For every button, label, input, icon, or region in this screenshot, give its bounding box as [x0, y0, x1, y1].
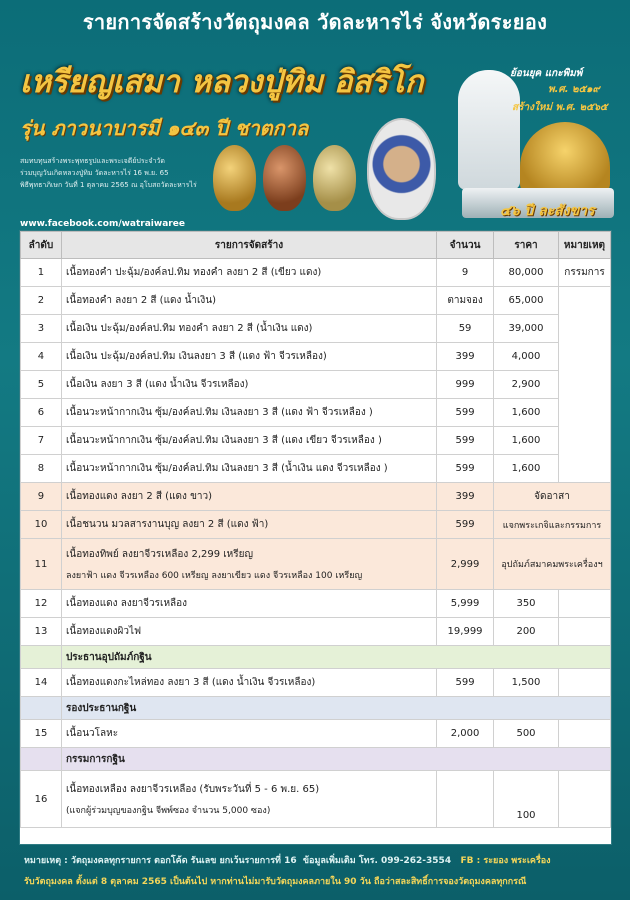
row-item-line1: เนื้อทองเหลือง ลงยาจีวรเหลือง (รับพระวันที่ 5 - 6 พ.ย. 65) — [65, 783, 320, 795]
table-row — [21, 259, 611, 287]
row-note: กรรมการ — [558, 259, 610, 287]
row-no: 12 — [21, 590, 62, 618]
item-table-panel — [19, 230, 612, 845]
row-qty: 599 — [437, 427, 494, 455]
gold-statue-image — [520, 122, 610, 194]
row-no: 15 — [21, 720, 62, 748]
table-header-row — [21, 232, 611, 259]
table-row — [21, 399, 611, 427]
row-price: 350 — [494, 590, 559, 618]
row-qty: 9 — [437, 259, 494, 287]
row-item: เนื้อทองแดง ลงยาจีวรเหลือง — [61, 590, 436, 618]
table-row — [21, 343, 611, 371]
row-price: 39,000 — [494, 315, 559, 343]
subline-3: พิธีพุทธาภิเษก วันที่ 1 ตุลาคม 2565 ณ อุโบสถวัดละหารไร่ — [20, 181, 197, 189]
row-item: เนื้อเงิน ปะฉุ้ม/องค์ลป.ทิม เงินลงยา 3 สี (แดง ฟ้า จีวรเหลือง) — [61, 343, 436, 371]
featured-medal-image — [367, 118, 436, 220]
row-qty: 59 — [437, 315, 494, 343]
row-item: เนื้อทองแดง ลงยา 2 สี (แดง ขาว) — [61, 483, 436, 511]
subline-2: ร่วมบุญวันเกิดหลวงปู่ทิม วัดละหารไร่ 16 พ.ย. 65 — [20, 169, 169, 177]
table-row — [21, 483, 611, 511]
table-row — [21, 371, 611, 399]
table-row — [21, 618, 611, 646]
col-header-qty: จำนวน — [437, 232, 494, 259]
row-no: 5 — [21, 371, 62, 399]
right-caption-1: ย้อนยุค แกะพิมพ์ — [510, 68, 583, 79]
row-item — [61, 771, 436, 828]
row-item — [61, 539, 436, 590]
row-no: 14 — [21, 669, 62, 697]
row-no: 13 — [21, 618, 62, 646]
row-price: 200 — [494, 618, 559, 646]
row-qty: 399 — [437, 343, 494, 371]
row-price: 65,000 — [494, 287, 559, 315]
footer-note: หมายเหตุ : วัตถุมงคลทุกรายการ ตอกโค้ด รันเลข ยกเว้นรายการที่ 16 — [24, 856, 297, 866]
row-qty: 19,999 — [437, 618, 494, 646]
table-row — [21, 315, 611, 343]
row-qty: 5,999 — [437, 590, 494, 618]
row-no: 3 — [21, 315, 62, 343]
row-note: อุปถัมภ์สมาคมพระเครื่องฯ — [494, 539, 611, 590]
row-qty: 599 — [437, 399, 494, 427]
row-note — [558, 720, 610, 748]
white-statue-image — [458, 70, 520, 190]
row-price: 80,000 — [494, 259, 559, 287]
row-item: เนื้อเงิน ปะฉุ้ม/องค์ลป.ทิม ทองคำ ลงยา 2 สี (น้ำเงิน แดง) — [61, 315, 436, 343]
row-note: แจกพระเกจิและกรรมการ — [494, 511, 611, 539]
row-no: 9 — [21, 483, 62, 511]
row-item-line2: (แจกผู้ร่วมบุญของกฐิน จีพพ์ซอง จำนวน 5,000 ซอง) — [65, 805, 271, 816]
section-spacer — [21, 646, 62, 669]
col-header-note: หมายเหตุ — [558, 232, 610, 259]
facebook-url[interactable]: www.facebook.com/watraiwaree — [20, 219, 185, 229]
row-item: เนื้อนวะหน้ากากเงิน ซุ้ม/องค์ลป.ทิม เงินลงยา 3 สี (แดง เขียว จีวรเหลือง ) — [61, 427, 436, 455]
row-price: 100 — [494, 771, 559, 828]
table-row — [21, 455, 611, 483]
section-row — [21, 748, 611, 771]
row-qty: 399 — [437, 483, 494, 511]
anniversary-badge: ๔๖ ปี ละสังขาร — [500, 203, 595, 219]
row-price: 1,600 — [494, 455, 559, 483]
section-row — [21, 646, 611, 669]
item-table — [20, 231, 611, 828]
row-item-line2: ลงยาฟ้า แดง จีวรเหลือง 600 เหรียญ ลงยาเขียว แดง จีวรเหลือง 100 เหรียญ — [65, 570, 363, 581]
table-row — [21, 771, 611, 828]
row-item: เนื้อทองคำ ลงยา 2 สี (แดง น้ำเงิน) — [61, 287, 436, 315]
row-item-line1: เนื้อทองทิพย์ ลงยาจีวรเหลือง 2,299 เหรียญ — [65, 548, 254, 560]
footer-fb[interactable]: FB : ระยอง พระเครื่อง — [460, 856, 551, 866]
section-title: รองประธานกฐิน — [61, 697, 610, 720]
row-qty: 599 — [437, 455, 494, 483]
row-item: เนื้อเงิน ลงยา 3 สี (แดง น้ำเงิน จีวรเหลือง) — [61, 371, 436, 399]
table-row — [21, 720, 611, 748]
section-spacer — [21, 748, 62, 771]
row-no: 4 — [21, 343, 62, 371]
row-note — [558, 287, 610, 483]
row-no: 7 — [21, 427, 62, 455]
row-note: จัดอาสา — [494, 483, 611, 511]
table-row — [21, 427, 611, 455]
row-price: 1,600 — [494, 399, 559, 427]
row-no: 2 — [21, 287, 62, 315]
row-no: 11 — [21, 539, 62, 590]
row-qty: 599 — [437, 511, 494, 539]
row-note — [558, 618, 610, 646]
row-note — [558, 590, 610, 618]
right-caption-2: พ.ศ. ๒๕๑๙ — [548, 84, 600, 95]
copper-medal-image — [263, 145, 306, 211]
row-note — [558, 669, 610, 697]
section-spacer — [21, 697, 62, 720]
row-item: เนื้อนวโลหะ — [61, 720, 436, 748]
gold-medal-image — [213, 145, 256, 211]
row-price: 2,900 — [494, 371, 559, 399]
row-qty: 2,000 — [437, 720, 494, 748]
right-caption-3: สร้างใหม่ พ.ศ. ๒๕๖๕ — [512, 102, 608, 113]
section-title: กรรมการกฐิน — [61, 748, 610, 771]
col-header-no: ลำดับ — [21, 232, 62, 259]
row-qty: 2,999 — [437, 539, 494, 590]
row-qty: ตามจอง — [437, 287, 494, 315]
row-price: 4,000 — [494, 343, 559, 371]
col-header-item: รายการจัดสร้าง — [61, 232, 436, 259]
row-no: 10 — [21, 511, 62, 539]
row-item: เนื้อนวะหน้ากากเงิน ซุ้ม/องค์ลป.ทิม เงินลงยา 3 สี (น้ำเงิน แดง จีวรเหลือง ) — [61, 455, 436, 483]
footer-contact: ข้อมูลเพิ่มเติม โทร. 099-262-3554 — [302, 856, 452, 866]
row-price: 500 — [494, 720, 559, 748]
section-row — [21, 697, 611, 720]
table-row — [21, 511, 611, 539]
series-name: รุ่น ภาวนาบารมี ๑๔๓ ปี ชาตกาล — [20, 116, 309, 140]
row-note — [558, 771, 610, 828]
headline: เหรียญเสมา หลวงปู่ทิม อิสริโก — [20, 64, 424, 100]
row-qty: 999 — [437, 371, 494, 399]
brass-medal-image — [313, 145, 356, 211]
row-price: 1,600 — [494, 427, 559, 455]
table-row — [21, 539, 611, 590]
row-item: เนื้อนวะหน้ากากเงิน ซุ้ม/องค์ลป.ทิม เงินลงยา 3 สี (แดง ฟ้า จีวรเหลือง ) — [61, 399, 436, 427]
row-item: เนื้อทองคำ ปะฉุ้ม/องค์ลป.ทิม ทองคำ ลงยา 2 สี (เขียว แดง) — [61, 259, 436, 287]
footer-pickup-notice: รับวัตถุมงคล ตั้งแต่ 8 ตุลาคม 2565 เป็นต้นไป หากท่านไม่มารับวัตถุมงคลภายใน 90 วัน ถือว่าสละสิทธิ์การจองวัตถุมงคลทุกกรณี — [24, 877, 527, 887]
row-qty: 599 — [437, 669, 494, 697]
table-row — [21, 590, 611, 618]
table-row — [21, 287, 611, 315]
row-item: เนื้อทองแดงกะไหล่ทอง ลงยา 3 สี (แดง น้ำเงิน จีวรเหลือง) — [61, 669, 436, 697]
table-row — [21, 669, 611, 697]
row-price: 1,500 — [494, 669, 559, 697]
page-title: รายการจัดสร้างวัตถุมงคล วัดละหารไร่ จังหวัดระยอง — [82, 10, 548, 34]
row-item: เนื้อชนวน มวลสารงานบุญ ลงยา 2 สี (แดง ฟ้า) — [61, 511, 436, 539]
subline-1: สมทบทุนสร้างพระพุทธรูปและพระเจดีย์ประจำวัด — [20, 157, 165, 165]
col-header-price: ราคา — [494, 232, 559, 259]
section-title: ประธานอุปถัมภ์กฐิน — [61, 646, 610, 669]
row-no: 6 — [21, 399, 62, 427]
row-item: เนื้อทองแดงผิวไฟ — [61, 618, 436, 646]
row-no: 1 — [21, 259, 62, 287]
footer-note-line — [24, 853, 551, 867]
row-qty — [437, 771, 494, 828]
row-no: 8 — [21, 455, 62, 483]
row-no: 16 — [21, 771, 62, 828]
